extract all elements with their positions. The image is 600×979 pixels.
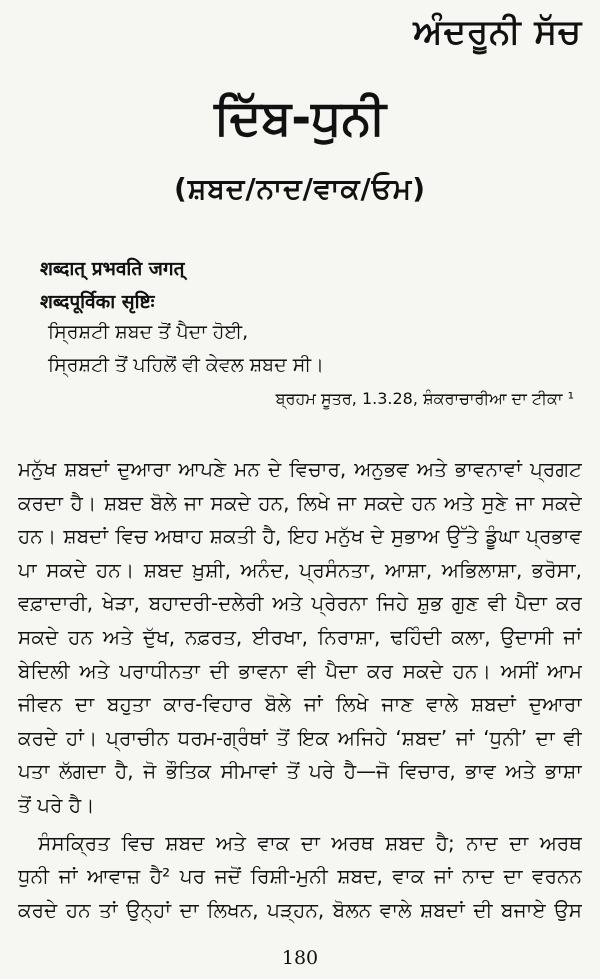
text-line: ਪਾ ਸਕਦੇ ਹਨ। ਸ਼ਬਦ ਖ਼ੁਸ਼ੀ, ਅਨੰਦ, ਪ੍ਰਸੰਨਤਾ, ਆਸ਼ਾ, ਅਭਿਲਾਸ਼ਾ, ਭਰੋਸਾ, <box>18 557 582 582</box>
text-line: ਕਰਦਾ ਹੈ। ਸ਼ਬਦ ਬੋਲੇ ਜਾ ਸਕਦੇ ਹਨ, ਲਿਖੇ ਜਾ ਸਕਦੇ ਹਨ ਅਤੇ ਸੁਣੇ ਜਾ ਸਕਦੇ <box>18 490 582 515</box>
epigraph-line-translation: ਸ੍ਰਿਸ਼ਟੀ ਸ਼ਬਦ ਤੋਂ ਪੈਦਾ ਹੋਈ, <box>48 321 249 343</box>
text-line: ਤੋਂ ਪਰੇ ਹੈ। <box>18 792 95 817</box>
epigraph-line-sanskrit: शब्दात् प्रभवति जगत् <box>40 258 185 280</box>
body-text <box>18 457 582 931</box>
text-line: ਸੰਸਕ੍ਰਿਤ ਵਿਚ ਸ਼ਬਦ ਅਤੇ ਵਾਕ ਦਾ ਅਰਥ ਸ਼ਬਦ ਹੈ; ਨਾਦ ਦਾ ਅਰਥ <box>38 830 582 855</box>
epigraph-source: ਬ੍ਰਹਮ ਸੂਤਰ, 1.3.28, ਸ਼ੰਕਰਾਚਾਰੀਆ ਦਾ ਟੀਕਾ ¹ <box>275 389 574 408</box>
chapter-title: ਦਿੱਬ-ਧੁਨੀ <box>214 90 386 146</box>
text-line: ਪਤਾ ਲੱਗਦਾ ਹੈ, ਜੋ ਭੌਤਿਕ ਸੀਮਾਵਾਂ ਤੋਂ ਪਰੇ ਹੈ—ਜੋ ਵਿਚਾਰ, ਭਾਵ ਅਤੇ ਭਾਸ਼ਾ <box>18 759 582 784</box>
text-line: ਹਨ। ਸ਼ਬਦਾਂ ਵਿਚ ਅਥਾਹ ਸ਼ਕਤੀ ਹੈ, ਇਹ ਮਨੁੱਖ ਦੇ ਸੁਭਾਅ ਉੱਤੇ ਡੂੰਘਾ ਪ੍ਰਭਾਵ <box>18 524 582 549</box>
page-number: 180 <box>281 947 319 969</box>
epigraph <box>40 255 574 409</box>
paragraph-1 <box>18 457 582 827</box>
text-line: ਧੁਨੀ ਜਾਂ ਆਵਾਜ਼ ਹੈ² ਪਰ ਜਦੋਂ ਰਿਸ਼ੀ-ਮੁਨੀ ਸ਼ਬਦ, ਵਾਕ ਜਾਂ ਨਾਦ ਦਾ ਵਰਨਨ <box>18 864 582 889</box>
paragraph-2 <box>18 831 582 932</box>
chapter-subtitle: (ਸ਼ਬਦ/ਨਾਦ/ਵਾਕ/ਓਮ) <box>173 172 427 205</box>
text-line: ਜੀਵਨ ਦਾ ਬਹੁਤਾ ਕਾਰ-ਵਿਹਾਰ ਬੋਲੇ ਜਾਂ ਲਿਖੇ ਜਾਣ ਵਾਲੇ ਸ਼ਬਦਾਂ ਦੁਆਰਾ <box>18 692 582 717</box>
text-line: ਕਰਦੇ ਹਨ ਤਾਂ ਉਨ੍ਹਾਂ ਦਾ ਲਿਖਨ, ਪੜ੍ਹਨ, ਬੋਲਨ ਵਾਲੇ ਸ਼ਬਦਾਂ ਦੀ ਬਜਾਏ ਉਸ <box>18 897 582 922</box>
epigraph-line-translation: ਸ੍ਰਿਸ਼ਟੀ ਤੋਂ ਪਹਿਲੋਂ ਵੀ ਕੇਵਲ ਸ਼ਬਦ ਸੀ। <box>48 354 324 376</box>
text-line: ਵਫ਼ਾਦਾਰੀ, ਖੇੜਾ, ਬਹਾਦਰੀ-ਦਲੇਰੀ ਅਤੇ ਪ੍ਰੇਰਨਾ ਜਿਹੇ ਸ਼ੁਭ ਗੁਣ ਵੀ ਪੈਦਾ ਕਰ <box>18 591 582 616</box>
text-line: ਸਕਦੇ ਹਨ ਅਤੇ ਦੁੱਖ, ਨਫ਼ਰਤ, ਈਰਖਾ, ਨਿਰਾਸ਼ਾ, ਢਹਿੰਦੀ ਕਲਾ, ਉਦਾਸੀ ਜਾਂ <box>18 624 582 649</box>
text-line: ਮਨੁੱਖ ਸ਼ਬਦਾਂ ਦੁਆਰਾ ਆਪਣੇ ਮਨ ਦੇ ਵਿਚਾਰ, ਅਨੁਭਵ ਅਤੇ ਭਾਵਨਾਵਾਂ ਪ੍ਰਗਟ <box>18 457 582 481</box>
running-head: ਅੰਦਰੂਨੀ ਸੱਚ <box>413 12 582 52</box>
text-line: ਕਰਦੇ ਹਾਂ। ਪ੍ਰਾਚੀਨ ਧਰਮ-ਗ੍ਰੰਥਾਂ ਤੋਂ ਇਕ ਅਜਿਹੇ ‘ਸ਼ਬਦ’ ਜਾਂ ‘ਧੁਨੀ’ ਦਾ ਵੀ <box>18 725 582 750</box>
text-line: ਬੇਦਿਲੀ ਅਤੇ ਪਰਾਧੀਨਤਾ ਦੀ ਭਾਵਨਾ ਵੀ ਪੈਦਾ ਕਰ ਸਕਦੇ ਹਨ। ਅਸੀਂ ਆਮ <box>18 658 582 683</box>
epigraph-line-sanskrit: शब्दपूर्विका सृष्टिः <box>40 291 155 313</box>
